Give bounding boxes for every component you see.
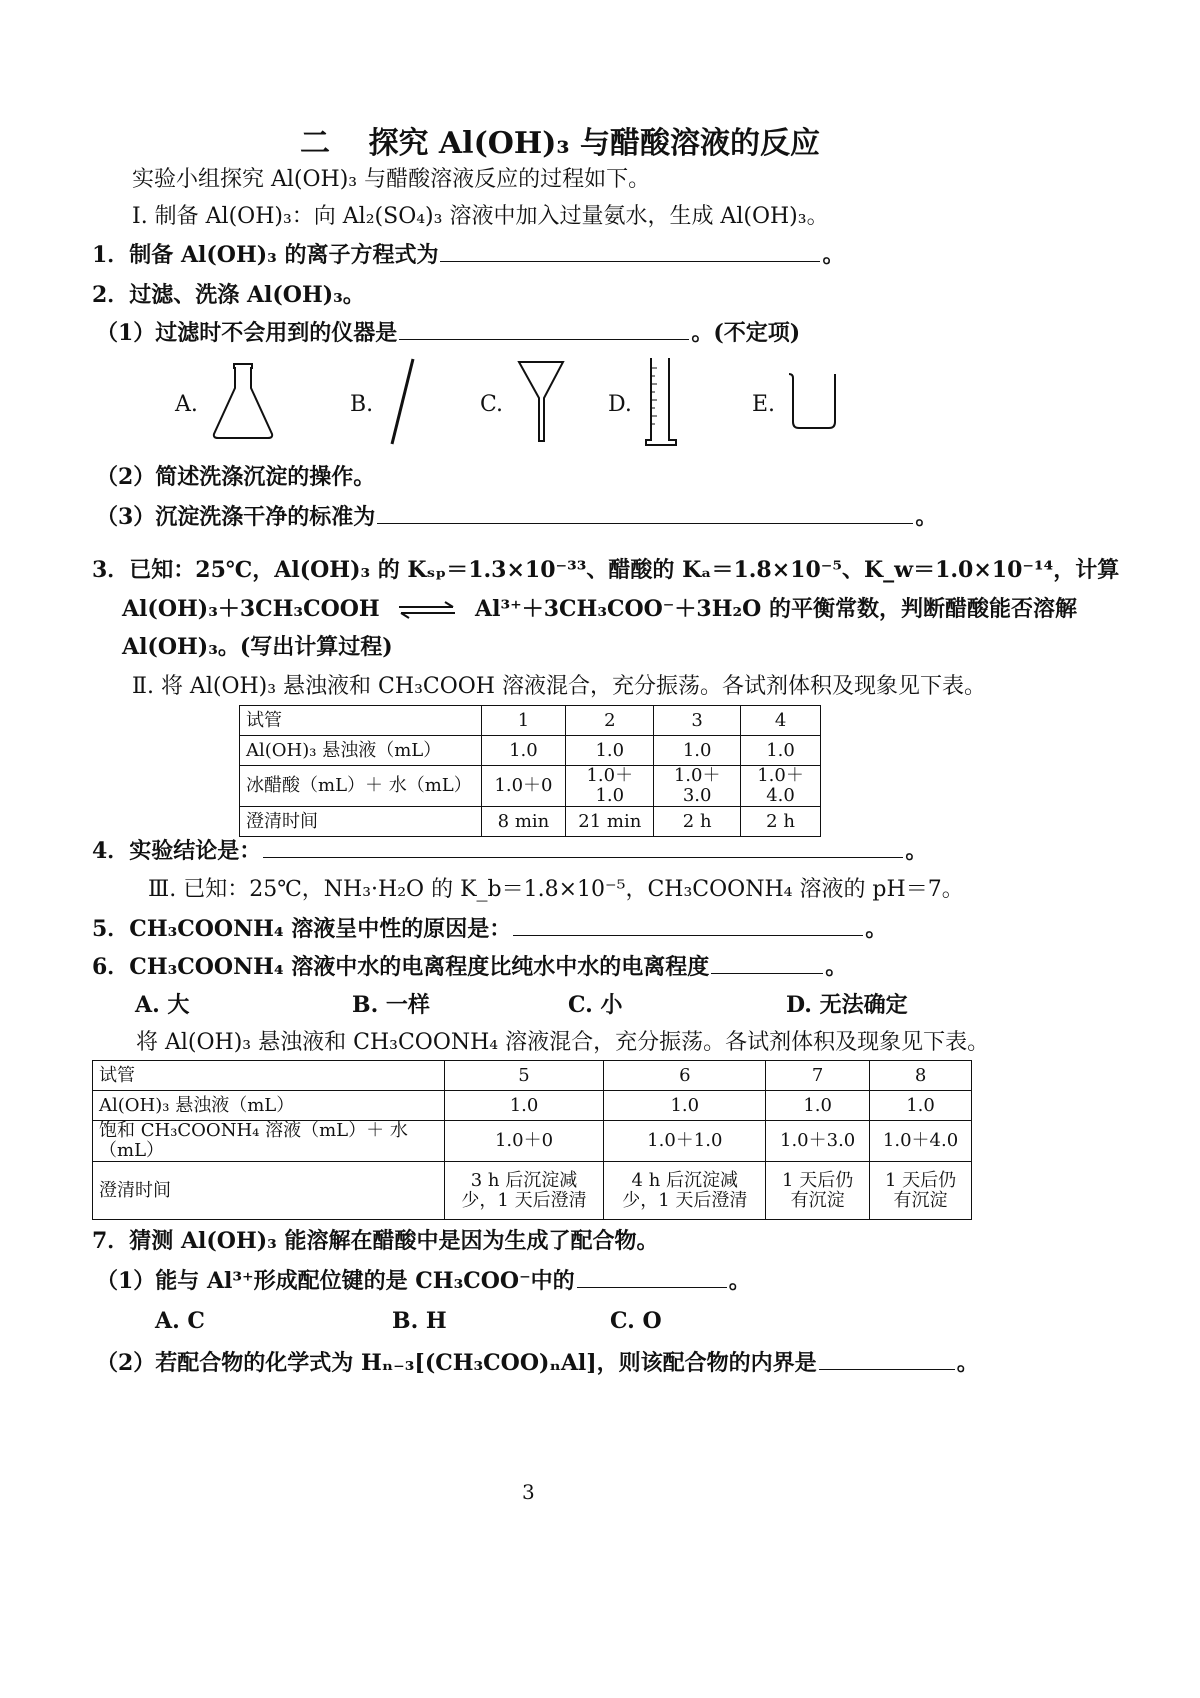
table-cell: 1.0 xyxy=(481,736,566,766)
question-5-end: 。 xyxy=(865,916,888,942)
table-cell: 冰醋酸（mL）＋ 水（mL） xyxy=(240,766,482,807)
option-letter-d: D. xyxy=(608,392,632,417)
question-5-text: 5．CH₃COONH₄ 溶液呈中性的原因是： xyxy=(92,916,512,942)
question-2-2: （2）简述洗涤沉淀的操作。 xyxy=(96,464,376,490)
equilibrium-arrow-icon xyxy=(395,600,459,620)
table-2 xyxy=(92,1060,972,1220)
table-cell: 8 xyxy=(870,1061,972,1091)
table-row xyxy=(240,706,821,736)
question-1 xyxy=(92,240,844,270)
table-cell: 1.0 xyxy=(870,1091,972,1121)
table-cell: 1.0 xyxy=(566,736,654,766)
table-cell: 1.0＋1.0 xyxy=(566,766,654,807)
question-1-text: 1．制备 Al(OH)₃ 的离子方程式为 xyxy=(92,242,439,268)
table-cell: 1.0 xyxy=(654,736,741,766)
question-7-1-text: （1）能与 Al³⁺形成配位键的是 CH₃COO⁻中的 xyxy=(96,1268,575,1294)
question-3-line-3: Al(OH)₃。(写出计算过程) xyxy=(122,634,393,660)
question-2-3-end: 。 xyxy=(915,504,938,530)
question-7-2-text: （2）若配合物的化学式为 Hₙ₋₃[(CH₃COO)ₙAl]，则该配合物的内界是 xyxy=(96,1350,817,1376)
equation-reactants: Al(OH)₃＋3CH₃COOH xyxy=(122,596,380,622)
table-cell: 1.0＋3.0 xyxy=(654,766,741,807)
table-cell: 1.0＋0 xyxy=(481,766,566,807)
answer-blank-5[interactable] xyxy=(513,915,863,936)
question-7-1-end: 。 xyxy=(728,1268,751,1294)
table-cell: 1.0＋4.0 xyxy=(870,1121,972,1162)
table-cell: 1.0 xyxy=(444,1091,604,1121)
answer-blank-1[interactable] xyxy=(440,241,820,262)
step-2-text: Ⅱ. 将 Al(OH)₃ 悬浊液和 CH₃COOH 溶液混合，充分振荡。各试剂体积及现象见下表。 xyxy=(132,674,986,699)
funnel-icon xyxy=(516,358,566,444)
table-1 xyxy=(239,705,821,837)
table-cell xyxy=(870,1162,972,1220)
section-title-line xyxy=(300,118,820,162)
table-cell: 1.0＋0 xyxy=(444,1121,604,1162)
question-3-line-1: 3．已知：25℃，Al(OH)₃ 的 Kₛₚ＝1.3×10⁻³³、醋酸的 Kₐ＝1.8×10⁻⁵、K_w＝1.0×10⁻¹⁴，计算 xyxy=(92,557,1120,583)
table-cell: Al(OH)₃ 悬浊液（mL） xyxy=(93,1091,445,1121)
question-2-1-text: （1）过滤时不会用到的仪器是 xyxy=(96,320,398,346)
table-cell: 1.0 xyxy=(766,1091,870,1121)
graduated-cylinder-icon xyxy=(642,354,682,448)
table-cell xyxy=(766,1162,870,1220)
question-2-1-end: 。(不定项) xyxy=(691,320,801,346)
table-row xyxy=(93,1162,972,1220)
table-row xyxy=(240,766,821,807)
option-7-1-b[interactable]: B. H xyxy=(392,1308,447,1334)
step-4-text: 将 Al(OH)₃ 悬浊液和 CH₃COONH₄ 溶液混合，充分振荡。各试剂体积及现象见下表。 xyxy=(136,1030,990,1055)
option-6-b[interactable]: B. 一样 xyxy=(352,992,430,1018)
table-cell: 澄清时间 xyxy=(93,1162,445,1220)
table-cell: 1.0 xyxy=(741,736,821,766)
question-4 xyxy=(92,836,927,866)
answer-blank-2-1[interactable] xyxy=(399,319,689,340)
table-row xyxy=(240,736,821,766)
equation-products: Al³⁺＋3CH₃COO⁻＋3H₂O 的平衡常数，判断醋酸能否溶解 xyxy=(475,596,1077,622)
option-6-d[interactable]: D. 无法确定 xyxy=(786,992,908,1018)
conical-flask-icon xyxy=(210,360,276,440)
table-cell-line: 少，1 天后澄清 xyxy=(622,1189,748,1211)
question-2: 2．过滤、洗涤 Al(OH)₃。 xyxy=(92,282,365,308)
question-2-3-text: （3）沉淀洗涤干净的标准为 xyxy=(96,504,376,530)
step-1-text: Ⅰ. 制备 Al(OH)₃：向 Al₂(SO₄)₃ 溶液中加入过量氨水，生成 Al(OH)₃。 xyxy=(132,204,829,229)
option-7-1-a[interactable]: A. C xyxy=(155,1308,205,1334)
question-7: 7．猜测 Al(OH)₃ 能溶解在醋酸中是因为生成了配合物。 xyxy=(92,1228,659,1254)
table-cell: 8 min xyxy=(481,807,566,837)
beaker-icon xyxy=(786,370,842,432)
table-row xyxy=(93,1121,972,1162)
table-cell: 7 xyxy=(766,1061,870,1091)
option-6-c[interactable]: C. 小 xyxy=(568,992,623,1018)
table-cell: 1 xyxy=(481,706,566,736)
answer-blank-7-1[interactable] xyxy=(577,1267,727,1288)
question-7-2 xyxy=(96,1348,979,1378)
table-cell: 6 xyxy=(604,1061,766,1091)
question-6-text: 6．CH₃COONH₄ 溶液中水的电离程度比纯水中水的电离程度 xyxy=(92,954,710,980)
option-6-a[interactable]: A. 大 xyxy=(135,992,190,1018)
answer-blank-7-2[interactable] xyxy=(819,1349,955,1370)
question-5 xyxy=(92,914,887,944)
table-cell-line: 少，1 天后澄清 xyxy=(461,1189,587,1211)
table-cell: 饱和 CH₃COONH₄ 溶液（mL）＋ 水（mL） xyxy=(93,1121,445,1162)
option-letter-e: E. xyxy=(752,392,776,417)
page-number: 3 xyxy=(522,1480,535,1504)
answer-blank-2-3[interactable] xyxy=(377,503,913,524)
table-cell: 1.0＋1.0 xyxy=(604,1121,766,1162)
question-2-3 xyxy=(96,502,937,532)
table-cell xyxy=(604,1162,766,1220)
table-cell-line: 1 天后仍 xyxy=(884,1169,957,1191)
table-row xyxy=(93,1061,972,1091)
option-letter-a: A. xyxy=(175,392,198,417)
glass-rod-icon xyxy=(383,356,423,448)
intro-text: 实验小组探究 Al(OH)₃ 与醋酸溶液反应的过程如下。 xyxy=(132,167,651,192)
table-cell-line: 3 h 后沉淀减 xyxy=(470,1169,578,1191)
section-number: 二 xyxy=(300,126,330,161)
question-2-1 xyxy=(96,318,800,348)
answer-blank-6[interactable] xyxy=(711,953,823,974)
table-cell: 试管 xyxy=(93,1061,445,1091)
question-6 xyxy=(92,952,847,982)
table-cell: 3 xyxy=(654,706,741,736)
table-cell-line: 4 h 后沉淀减 xyxy=(631,1169,739,1191)
question-7-2-end: 。 xyxy=(956,1350,979,1376)
table-cell: Al(OH)₃ 悬浊液（mL） xyxy=(240,736,482,766)
question-3-line-2 xyxy=(122,594,1077,624)
table-cell: 1.0 xyxy=(604,1091,766,1121)
question-4-text: 4．实验结论是： xyxy=(92,838,262,864)
question-6-end: 。 xyxy=(825,954,848,980)
table-cell: 4 xyxy=(741,706,821,736)
table-cell: 试管 xyxy=(240,706,482,736)
option-letter-b: B. xyxy=(350,392,374,417)
table-cell: 1.0＋3.0 xyxy=(766,1121,870,1162)
table-cell: 2 h xyxy=(654,807,741,837)
option-letter-c: C. xyxy=(480,392,504,417)
table-cell-line: 1 天后仍 xyxy=(782,1169,854,1191)
question-7-1 xyxy=(96,1266,751,1296)
answer-blank-4[interactable] xyxy=(263,837,903,858)
question-4-end: 。 xyxy=(905,838,928,864)
table-cell: 1.0＋4.0 xyxy=(741,766,821,807)
table-cell: 21 min xyxy=(566,807,654,837)
table-cell: 2 xyxy=(566,706,654,736)
table-cell: 2 h xyxy=(741,807,821,837)
table-row xyxy=(93,1091,972,1121)
section-title: 探究 Al(OH)₃ 与醋酸溶液的反应 xyxy=(368,126,821,161)
table-cell-line: 有沉淀 xyxy=(790,1189,845,1211)
table-cell: 5 xyxy=(444,1061,604,1091)
table-cell xyxy=(444,1162,604,1220)
step-3-text: Ⅲ. 已知：25℃，NH₃·H₂O 的 K_b＝1.8×10⁻⁵，CH₃COONH₄ 溶液的 pH＝7。 xyxy=(148,877,964,902)
question-1-end: 。 xyxy=(822,242,845,268)
table-row xyxy=(240,807,821,837)
option-7-1-c[interactable]: C. O xyxy=(610,1308,662,1334)
table-cell: 澄清时间 xyxy=(240,807,482,837)
table-cell-line: 有沉淀 xyxy=(893,1189,948,1211)
